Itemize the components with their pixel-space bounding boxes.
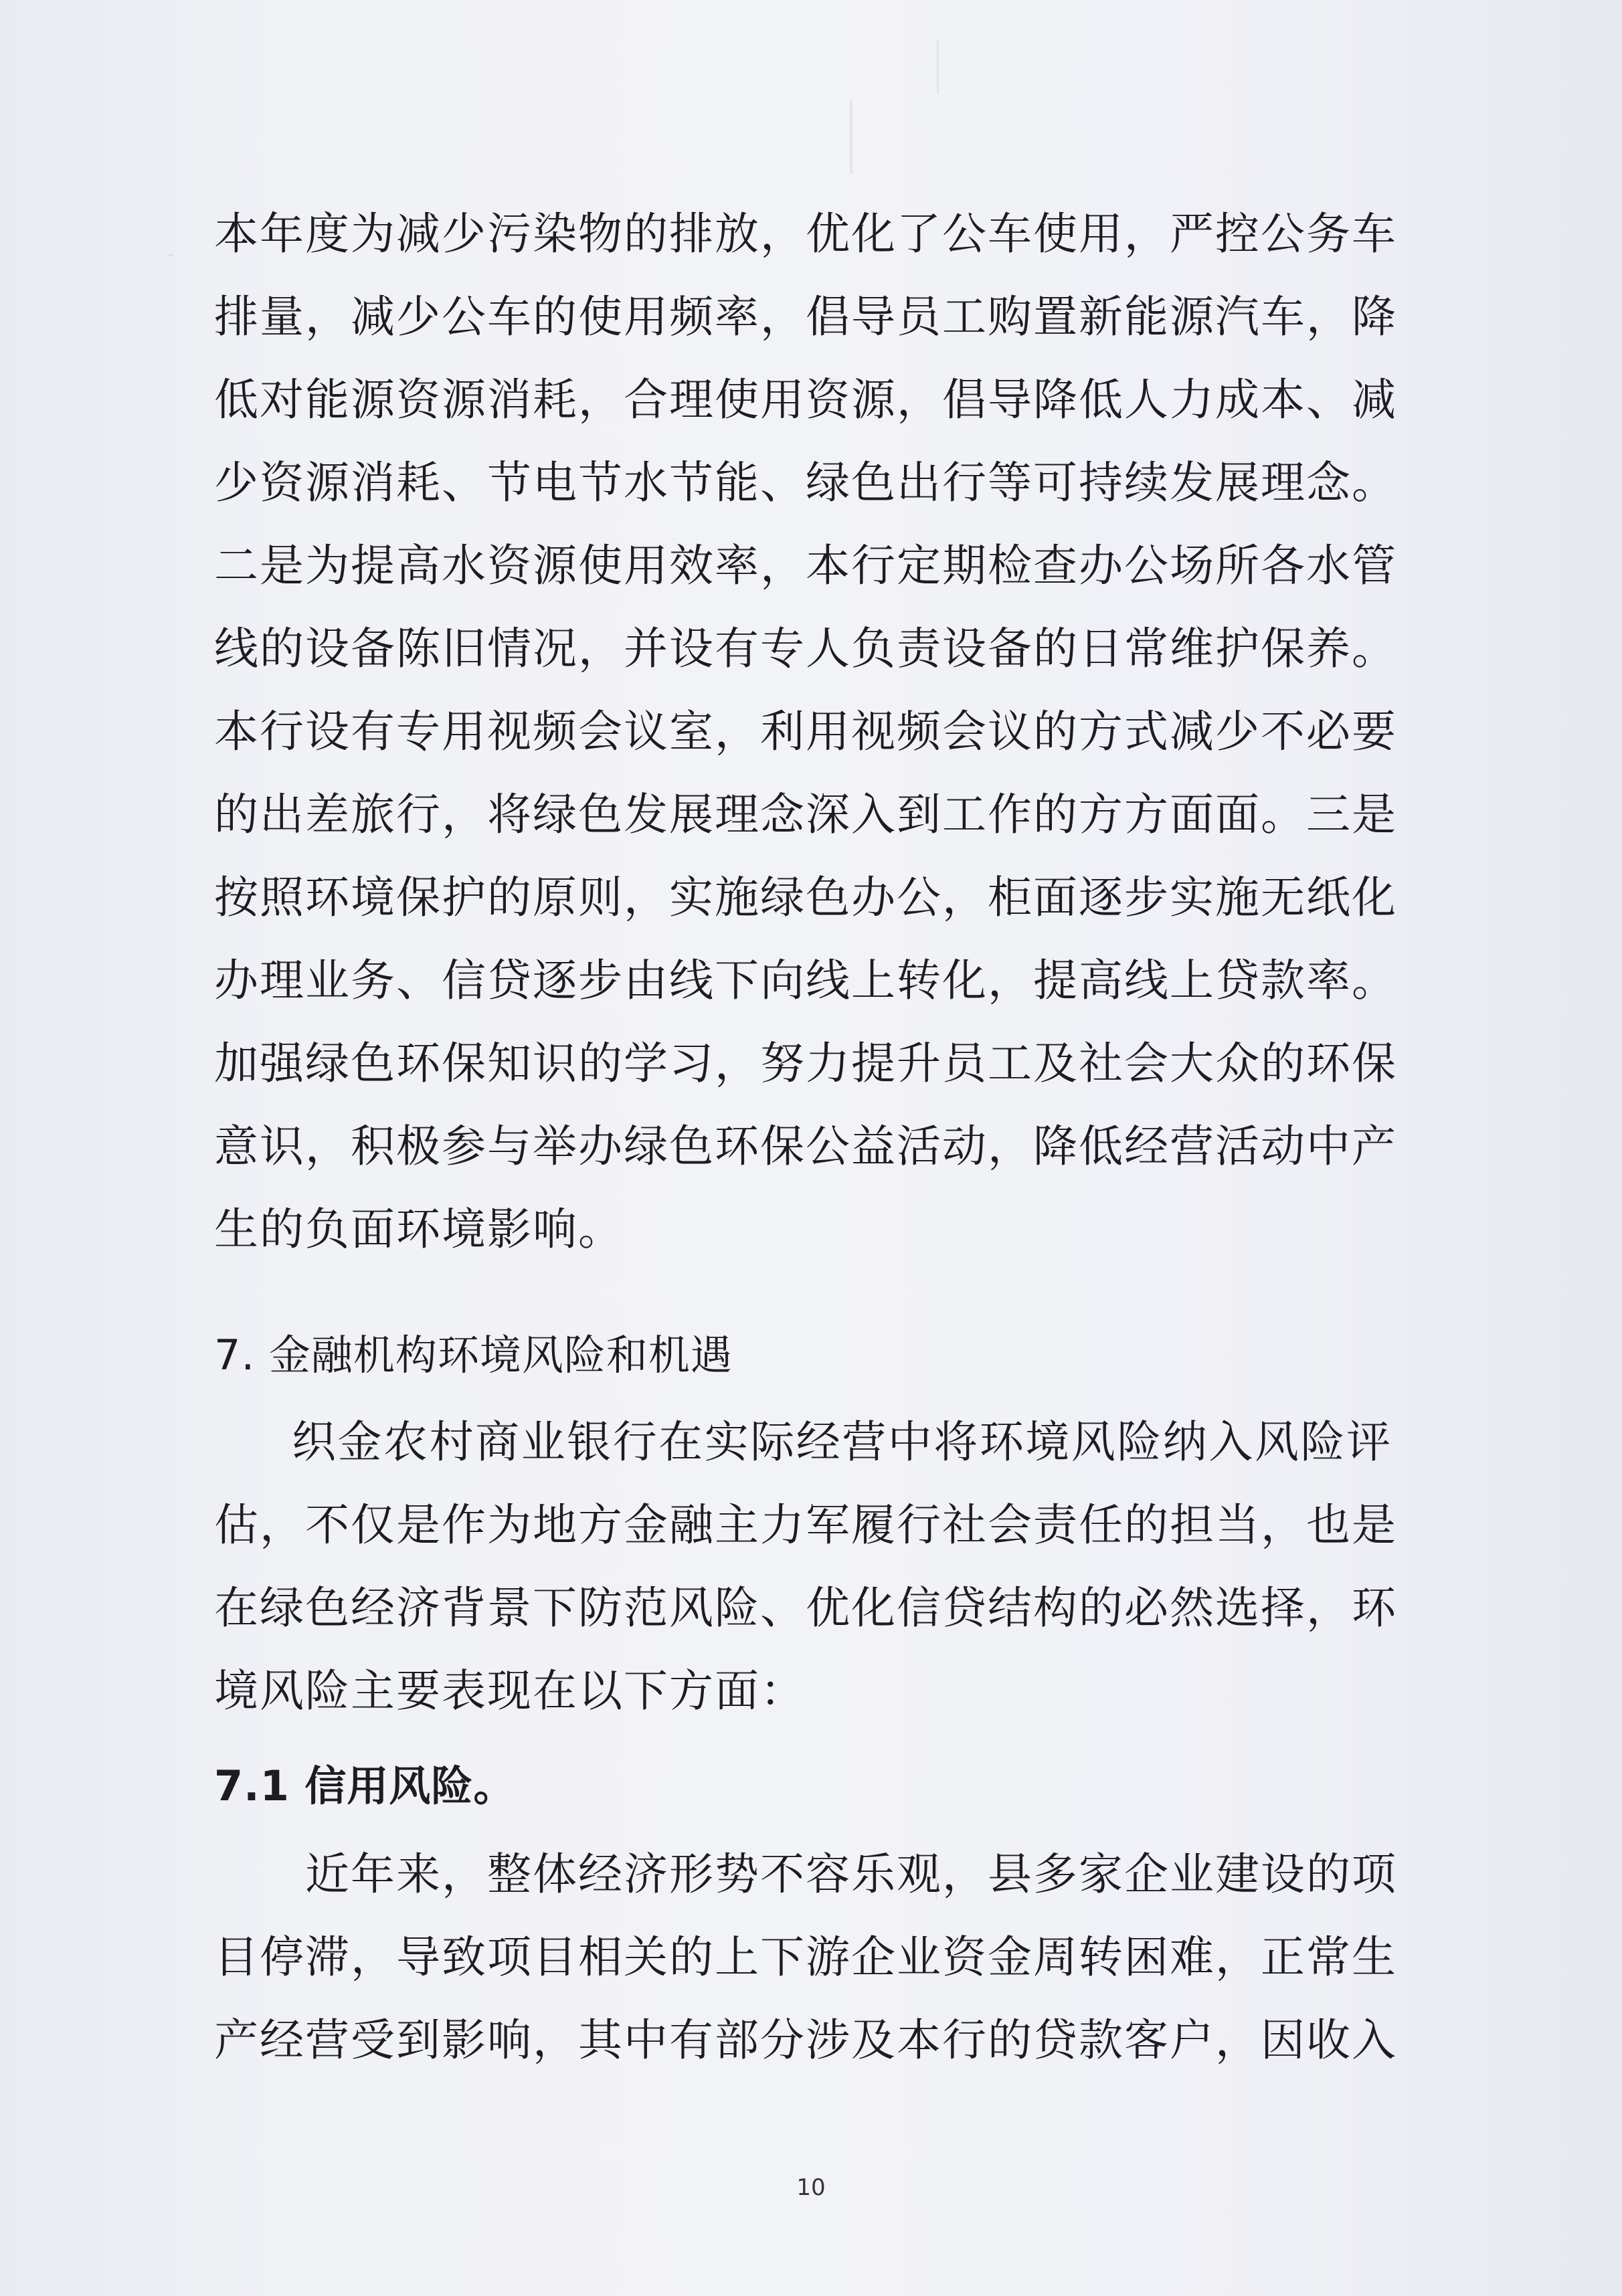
body-line: 排量，减少公车的使用频率，倡导员工购置新能源汽车，降 — [214, 291, 1397, 343]
section-heading: 7. 金融机构环境风险和机遇 — [214, 1331, 733, 1379]
scan-artifact — [850, 100, 852, 174]
body-line: 少资源消耗、节电节水节能、绿色出行等可持续发展理念。 — [214, 457, 1397, 508]
body-line: 本年度为减少污染物的排放，优化了公车使用，严控公务车 — [214, 208, 1397, 260]
body-line: 办理业务、信贷逐步由线下向线上转化，提高线上贷款率。 — [214, 955, 1397, 1006]
subsection-heading: 7.1 信用风险。 — [214, 1761, 516, 1810]
body-line: 意识，积极参与举办绿色环保公益活动，降低经营活动中产 — [214, 1121, 1397, 1172]
body-line: 本行设有专用视频会议室，利用视频会议的方式减少不必要 — [214, 706, 1397, 757]
body-line: 的出差旅行，将绿色发展理念深入到工作的方方面面。三是 — [214, 789, 1397, 840]
body-line: 境风险主要表现在以下方面： — [214, 1665, 806, 1717]
body-line: 低对能源资源消耗，合理使用资源，倡导降低人力成本、减 — [214, 374, 1397, 425]
scan-artifact — [937, 40, 939, 94]
body-line: 产经营受到影响，其中有部分涉及本行的贷款客户，因收入 — [214, 2014, 1397, 2066]
page-number: 10 — [796, 2174, 826, 2201]
scan-artifact — [167, 254, 174, 256]
body-line: 估，不仅是作为地方金融主力军履行社会责任的担当，也是 — [214, 1499, 1397, 1551]
body-line: 线的设备陈旧情况，并设有专人负责设备的日常维护保养。 — [214, 623, 1397, 674]
body-line: 生的负面环境影响。 — [214, 1204, 624, 1255]
body-line: 织金农村商业银行在实际经营中将环境风险纳入风险评 — [292, 1416, 1392, 1468]
body-line: 在绿色经济背景下防范风险、优化信贷结构的必然选择，环 — [214, 1582, 1397, 1634]
body-line: 近年来，整体经济形势不容乐观，县多家企业建设的项 — [305, 1848, 1397, 1900]
body-line: 二是为提高水资源使用效率，本行定期检查办公场所各水管 — [214, 540, 1397, 591]
body-line: 按照环境保护的原则，实施绿色办公，柜面逐步实施无纸化 — [214, 872, 1397, 923]
body-line: 加强绿色环保知识的学习，努力提升员工及社会大众的环保 — [214, 1038, 1397, 1089]
body-line: 目停滞，导致项目相关的上下游企业资金周转困难，正常生 — [214, 1931, 1397, 1983]
